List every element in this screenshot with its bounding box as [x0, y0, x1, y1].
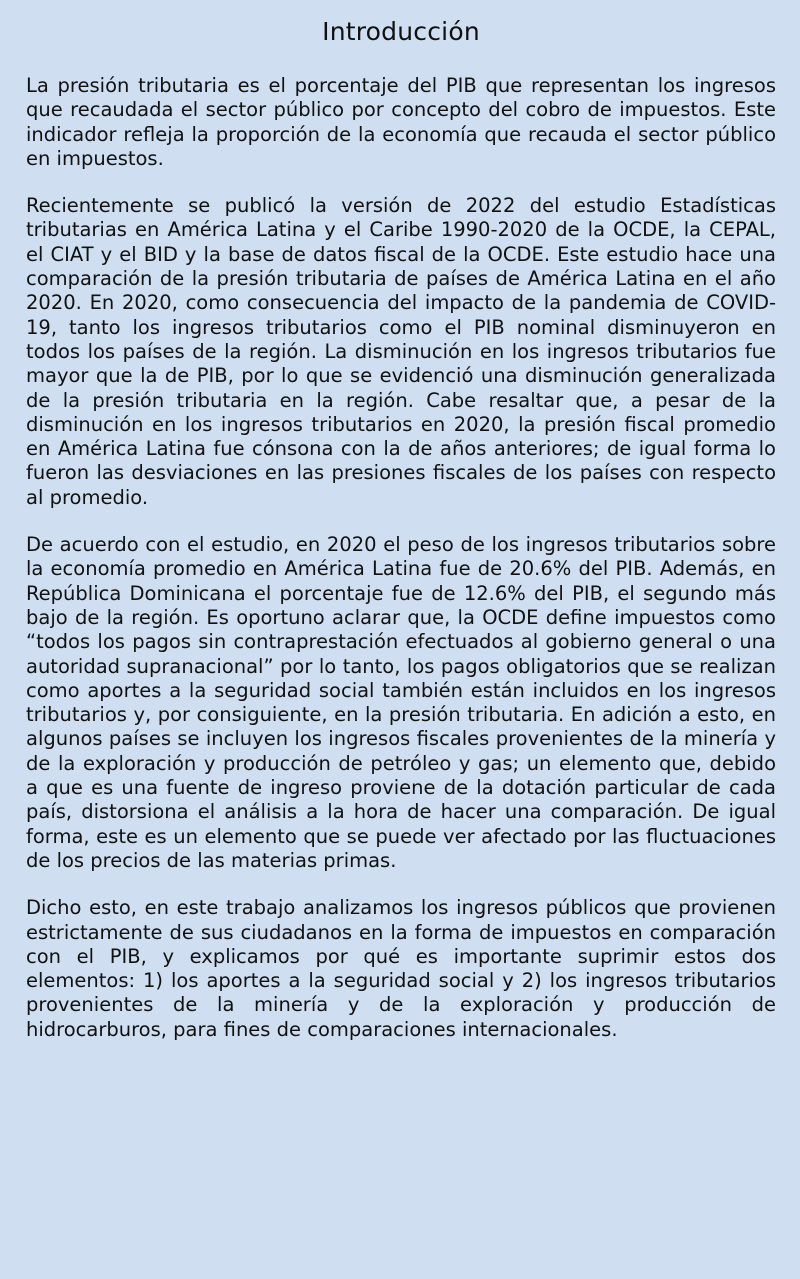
paragraph-2: Recientemente se publicó la versión de 2022 del estudio Estadísticas tributarias en América Latina y el Caribe 1990-2020 de la OCDE, la CEPAL, el CIAT y el BID y la base de datos fiscal de la OCDE. Este estudio hace una comparación de la presión tributaria de países de América Latina en el año 2020. En 2020, como consecuencia del impacto de la pandemia de COVID-19, tanto los ingresos tributarios como el PIB nominal disminuyeron en todos los países de la región. La disminución en los ingresos tributarios fue mayor que la de PIB, por lo que se evidenció una disminución generalizada de la presión tributaria en la región. Cabe resaltar que, a pesar de la disminución en los ingresos tributarios en 2020, la presión fiscal promedio en América Latina fue cónsona con la de años anteriores; de igual forma lo fueron las desviaciones en las presiones fiscales de los países con respecto al promedio. [26, 194, 776, 509]
paragraph-3: De acuerdo con el estudio, en 2020 el peso de los ingresos tributarios sobre la economía promedio en América Latina fue de 20.6% del PIB. Además, en República Dominicana el porcentaje fue de 12.6% del PIB, el segundo más bajo de la región. Es oportuno aclarar que, la OCDE define impuestos como “todos los pagos sin contraprestación efectuados al gobierno general o una autoridad supranacional” por lo tanto, los pagos obligatorios que se realizan como aportes a la seguridad social también están incluidos en los ingresos tributarios y, por consiguiente, en la presión tributaria. En adición a esto, en algunos países se incluyen los ingresos fiscales provenientes de la minería y de la exploración y producción de petróleo y gas; un elemento que, debido a que es una fuente de ingreso proviene de la dotación particular de cada país, distorsiona el análisis a la hora de hacer una comparación. De igual forma, este es un elemento que se puede ver afectado por las fluctuaciones de los precios de las materias primas. [26, 533, 776, 872]
paragraph-1: La presión tributaria es el porcentaje del PIB que representan los ingresos que recaudada el sector público por concepto del cobro de impuestos. Este indicador refleja la proporción de la economía que recauda el sector público en impuestos. [26, 74, 776, 170]
paragraph-4: Dicho esto, en este trabajo analizamos los ingresos públicos que provienen estrictamente de sus ciudadanos en la forma de impuestos en comparación con el PIB, y explicamos por qué es importante suprimir estos dos elementos: 1) los aportes a la seguridad social y 2) los ingresos tributarios provenientes de la minería y de la exploración y producción de hidrocarburos, para fines de comparaciones internacionales. [26, 896, 776, 1041]
section-title: Introducción [322, 17, 480, 46]
